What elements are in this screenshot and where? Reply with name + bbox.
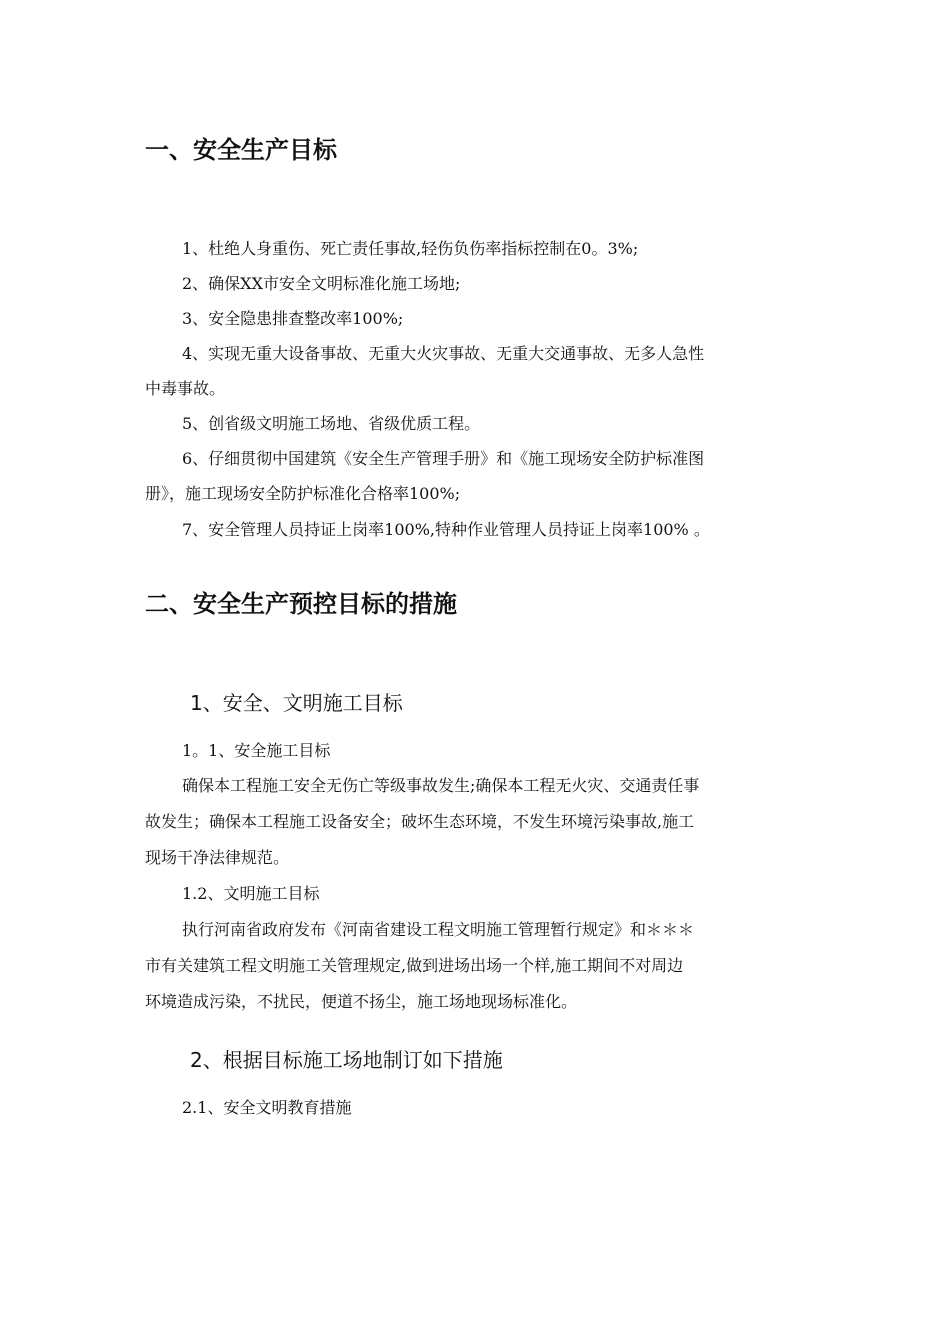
paragraph-1-2-title: 1.2、文明施工目标 <box>182 884 320 903</box>
goal-item-3: 3、安全隐患排查整改率100%; <box>182 309 404 328</box>
goal-item-2: 2、确保XX市安全文明标准化施工场地; <box>182 274 461 293</box>
paragraph-1-1-line-1: 确保本工程施工安全无伤亡等级事故发生;确保本工程无火灾、交通责任事 <box>182 776 700 795</box>
paragraph-1-1-title: 1。1、安全施工目标 <box>182 741 331 760</box>
paragraph-1-2-line-2: 市有关建筑工程文明施工关管理规定,做到进场出场一个样,施工期间不对周边 <box>145 956 684 975</box>
section-1-heading: 一、安全生产目标 <box>145 136 337 164</box>
goal-item-1: 1、杜绝人身重伤、死亡责任事故,轻伤负伤率指标控制在0。3%; <box>182 239 639 258</box>
goal-item-4-cont: 中毒事故。 <box>145 379 226 398</box>
goal-item-6: 6、仔细贯彻中国建筑《安全生产管理手册》和《施工现场安全防护标准图 <box>182 449 705 468</box>
subsection-2-heading: 2、根据目标施工场地制订如下措施 <box>190 1048 503 1072</box>
section-2-heading: 二、安全生产预控目标的措施 <box>145 590 457 618</box>
paragraph-2-1-title: 2.1、安全文明教育措施 <box>182 1098 352 1117</box>
paragraph-1-1-line-3: 现场干净法律规范。 <box>145 848 290 867</box>
paragraph-1-1-line-2: 故发生；确保本工程施工设备安全；破坏生态环境，不发生环境污染事故,施工 <box>145 812 695 831</box>
goal-item-7: 7、安全管理人员持证上岗率100%,特种作业管理人员持证上岗率100% 。 <box>182 520 710 539</box>
paragraph-1-2-line-3: 环境造成污染，不扰民，便道不扬尘，施工场地现场标准化。 <box>145 992 578 1011</box>
paragraph-1-2-line-1: 执行河南省政府发布《河南省建设工程文明施工管理暂行规定》和＊＊＊ <box>182 920 695 939</box>
goal-item-6-cont: 册》，施工现场安全防护标准化合格率100%; <box>145 484 461 503</box>
subsection-1-heading: 1、安全、文明施工目标 <box>190 691 403 715</box>
goal-item-5: 5、创省级文明施工场地、省级优质工程。 <box>182 414 481 433</box>
goal-item-4: 4、实现无重大设备事故、无重大火灾事故、无重大交通事故、无多人急性 <box>182 344 705 363</box>
